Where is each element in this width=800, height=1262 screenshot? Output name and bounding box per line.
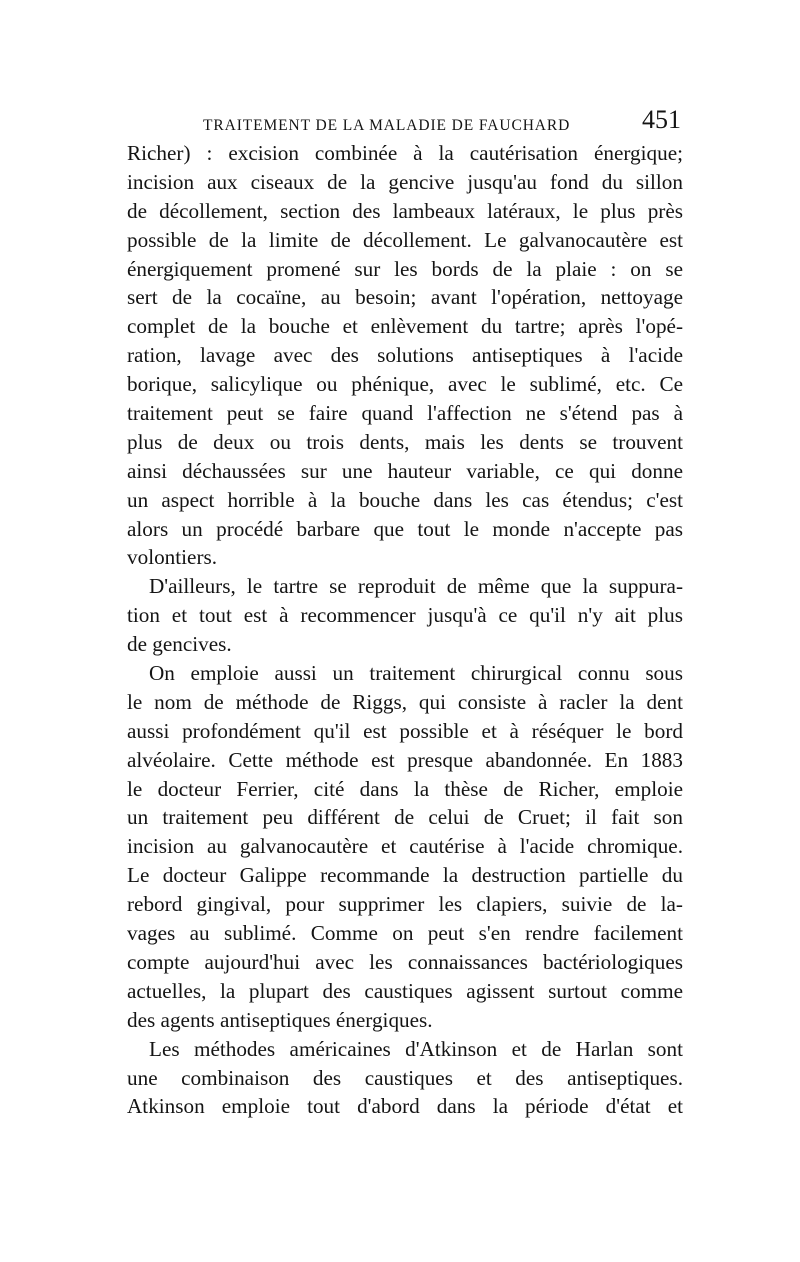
text-line: une combinaison des caustiques et des antiseptiques. bbox=[127, 1065, 683, 1090]
text-line: incision aux ciseaux de la gencive jusqu'au fond du sillon bbox=[127, 169, 683, 194]
text-line: plus de deux ou trois dents, mais les dents se trouvent bbox=[127, 429, 683, 454]
text-line: traitement peut se faire quand l'affection ne s'étend pas à bbox=[127, 401, 683, 426]
text-line: alors un procédé barbare que tout le monde n'accepte pas bbox=[127, 516, 683, 541]
text-line: Richer) : excision combinée à la cautérisation énergique; bbox=[127, 141, 683, 165]
text-line: aussi profondément qu'il est possible et à réséquer le bord bbox=[127, 718, 683, 743]
text-line: un aspect horrible à la bouche dans les cas étendus; c'est bbox=[127, 487, 683, 512]
text-line: ainsi déchaussées sur une hauteur variable, ce qui donne bbox=[127, 458, 683, 483]
text-line: énergiquement promené sur les bords de la plaie : on se bbox=[127, 256, 683, 281]
text-line: rebord gingival, pour supprimer les clapiers, suivie de la- bbox=[127, 892, 683, 917]
body-text bbox=[127, 139, 683, 1121]
text-line: ration, lavage avec des solutions antiseptiques à l'acide bbox=[127, 343, 683, 368]
text-line: volontiers. bbox=[127, 545, 218, 570]
text-line: des agents antiseptiques énergiques. bbox=[127, 1007, 433, 1032]
text-line: borique, salicylique ou phénique, avec le sublimé, etc. Ce bbox=[127, 372, 683, 397]
page-header bbox=[127, 104, 683, 144]
text-line: compte aujourd'hui avec les connaissances bactériologiques bbox=[127, 949, 683, 974]
text-line: alvéolaire. Cette méthode est presque abandonnée. En 1883 bbox=[127, 747, 683, 772]
text-line: D'ailleurs, le tartre se reproduit de même que la suppura- bbox=[149, 574, 683, 599]
text-line: de décollement, section des lambeaux latéraux, le plus près bbox=[127, 198, 683, 223]
text-line: tion et tout est à recommencer jusqu'à ce qu'il n'y ait plus bbox=[127, 603, 683, 628]
text-line: possible de la limite de décollement. Le galvanocautère est bbox=[127, 227, 683, 252]
text-line: le nom de méthode de Riggs, qui consiste à racler la dent bbox=[127, 689, 683, 714]
text-line: Les méthodes américaines d'Atkinson et de Harlan sont bbox=[149, 1036, 683, 1061]
text-line: complet de la bouche et enlèvement du tartre; après l'opé- bbox=[127, 314, 683, 339]
text-line: vages au sublimé. Comme on peut s'en rendre facilement bbox=[127, 921, 683, 946]
text-line: Le docteur Galippe recommande la destruction partielle du bbox=[127, 863, 683, 888]
text-line: actuelles, la plupart des caustiques agissent surtout comme bbox=[127, 978, 683, 1003]
text-line: Atkinson emploie tout d'abord dans la période d'état et bbox=[127, 1094, 683, 1119]
text-line: sert de la cocaïne, au besoin; avant l'opération, nettoyage bbox=[127, 285, 683, 310]
running-head: TRAITEMENT DE LA MALADIE DE FAUCHARD bbox=[203, 117, 571, 134]
text-line: le docteur Ferrier, cité dans la thèse de Richer, emploie bbox=[127, 776, 683, 801]
page-number: 451 bbox=[642, 105, 681, 134]
text-line: un traitement peu différent de celui de Cruet; il fait son bbox=[127, 805, 683, 830]
text-line: On emploie aussi un traitement chirurgical connu sous bbox=[149, 661, 683, 686]
text-line: incision au galvanocautère et cautérise à l'acide chromique. bbox=[127, 834, 683, 859]
text-line: de gencives. bbox=[127, 632, 232, 657]
